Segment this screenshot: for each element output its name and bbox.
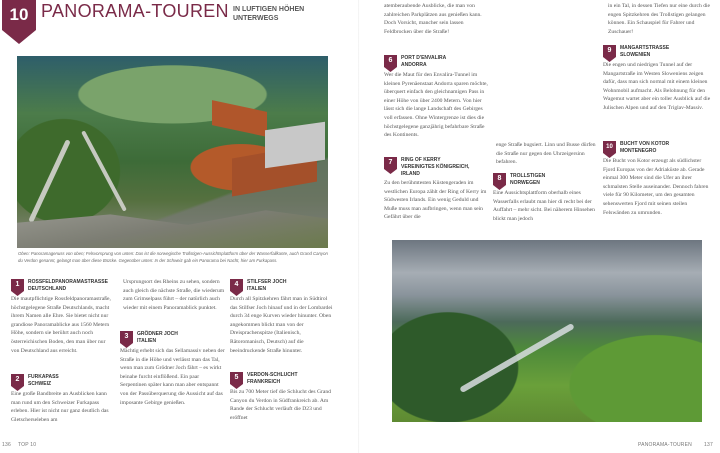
entry-heading (401, 55, 488, 71)
chapter-badge (2, 0, 36, 44)
entry-3 (120, 331, 226, 407)
entry-number: 6 (388, 57, 393, 64)
entry-country: ITALIEN (137, 338, 157, 344)
page-number-left: 136 (2, 442, 11, 448)
entry-country: NORWEGEN (510, 180, 540, 186)
entry-number: 4 (234, 281, 239, 288)
chapter-title: PANORAMA-TOUREN (41, 1, 229, 21)
continuation-text: Ursprungsort des Rheins zu sehen, sondern auch gleich die nächste Straße, die wiederum zum Grimselpass führt – der natürlich auch wieder mit einem Panoramablick punktet. (123, 279, 225, 311)
subtitle-line-1: IN LUFTIGEN HÖHEN (233, 6, 305, 13)
photo-river-detail (459, 323, 575, 393)
entry-name: FURKAPASS (28, 374, 59, 380)
photo-road-detail (81, 130, 127, 211)
entry-heading (510, 173, 599, 189)
entry-country: VEREINIGTES KÖNIGREICH, IRLAND (401, 164, 470, 177)
entry-6 (384, 55, 488, 140)
entry-name: RING OF KERRY (401, 157, 441, 163)
entry-country: DEUTSCHLAND (28, 286, 67, 292)
photo-alpine-valley (392, 240, 702, 422)
entry-text: Die Bucht von Kotor erzeugt als südlichster Fjord Europas von der Adriaküste ab. Gerade einmal 300 Meter sind die Ufer an ihrer schmalsten Stelle auseinander. Dennoch fahren viele für 90 Kilometer, um den gesamten sehenswerten Fjord mit seinen steilen Felswänden zu umrunden. (603, 158, 709, 216)
entry-number: 7 (388, 159, 393, 166)
entry-text: Eine Aussichtsplattform oberhalb eines Wasserfalls erlaubt man hier di recht bei der Auffahrt – mehr sicht. Bei näherem Hinsehen blickt man jedoch (493, 190, 595, 222)
entry-text: Eine große Bandbreite an Ausblicken kann man rund um den Schweizer Furkapass erleben. Hier ist nicht nur ganz deutlich das Gletscherseleben am (11, 391, 109, 423)
entry-country: FRANKREICH (247, 379, 281, 385)
entry-badge (230, 372, 243, 389)
entry-text: Bis zu 700 Meter tief die Schlucht des Grand Canyon du Verdon in Südfrankreich ab. Am Rande der Schlucht verläuft die D23 und eröffnet (230, 389, 331, 421)
entry-text: Die engen und niedrigen Tunnel auf der Mangartstraße im Westen Sloweniens zeigen dafür, dass man sich normal mit einem kleinen Wohnmobil aufmacht. Als Belohnung für den Wagemut wartet aber ein toller Ausblick auf die Julischen Alpen und auf den Triglav-Massiv. (603, 62, 711, 111)
entry-badge (493, 173, 506, 190)
entry-badge (603, 141, 616, 158)
photo-caption (18, 251, 330, 264)
entry-name: VERDON-SCHLUCHT (247, 372, 298, 378)
entry-number: 1 (15, 281, 20, 288)
continuation-text: in ein Tal, in dessen Tiefen nur eine durch die engen Spitzkehren des Trollstigen gelangen können. Ein Schauspiel für Fahrer und Zuschauer! (608, 3, 711, 35)
entry-text: Wer die Maut für den Envalira-Tunnel im kleinen Pyrenäenstaat Andorra sparen möchte, überquert einfach den gleichnamigen Pass in einer Höhe von über 2400 Metern. Von hier lässt sich die lange Landschaft des Gebirges voll erfassen. Ohne Wintergrenze ist dies die höchstgelegene ganzjährig befahrbare Straße des Kontinents. (384, 72, 488, 139)
entry-country: SLOWENIEN (620, 52, 651, 58)
caption-line-2: du Verdon genannt, gelangt man über diese Brücke. Gegenüber unten: In der Schweiz gab ein Panorama bei Nacht, hier am Furkapass. (18, 257, 278, 263)
entry-name: TROLLSTIGEN (510, 173, 546, 179)
entry-10 (603, 141, 711, 217)
caption-line-1: Oben: Panoramagenuss von oben; Felsvorsprung von unten: Das ist die norwegische Trollstigen-Aussichtsplattform über der Wasserfallkante, auch Grand Canyon (18, 251, 328, 256)
entry-badge (384, 55, 397, 72)
entry-country: MONTENEGRO (620, 148, 657, 154)
entry-text: Durch all Spitzkehren fährt man in Südtirol das Stilfser Joch hinauf und in der Lombardei durch 34 enge Kurven wieder hinunter. Oben angekommen blickt man von der Dreisprachenspitze (Italienisch, Rätoromanisch, Deutsch) auf die beeindruckende Straße hinunter. (230, 296, 333, 354)
entry-name: GRÖDNER JOCH (137, 331, 178, 337)
entry-heading (620, 45, 711, 61)
entry-4 (230, 279, 336, 355)
subtitle-line-2: UNTERWEGS (233, 15, 279, 22)
entry-badge (120, 331, 133, 348)
entry-heading (137, 331, 226, 347)
entry-2 (11, 374, 115, 424)
entry-heading (247, 372, 336, 388)
entry-name: MANGARTSTRASSE (620, 45, 670, 51)
entry-name: BUCHT VON KOTOR (620, 141, 670, 147)
entry-badge (11, 374, 24, 391)
entry-country: SCHWEIZ (28, 381, 52, 387)
entry-7 (384, 157, 488, 222)
entry-badge (603, 45, 616, 62)
entry-heading (620, 141, 711, 157)
page-number-right: 137 (704, 442, 713, 448)
entry-5 (230, 372, 336, 422)
entry-heading (28, 374, 115, 390)
entry-9 (603, 45, 711, 113)
entry-1 (11, 279, 115, 355)
chapter-number: 10 (9, 5, 29, 24)
photo-road-detail (28, 139, 71, 223)
entry-number: 9 (607, 47, 612, 54)
entry-name: STILFSER JOCH (247, 279, 287, 285)
entry-text: Mächtig erhebt sich das Sellamassiv neben der Straße in die Höhe und verlässt man das Tal, wenn man zum Grödner Joch fährt – es wirkt beinahe furcht einflößend. Ein paar Serpentinen später kann man aber entspannt von der Passüberquerung die Aussicht auf das imposante Gebirge genießen. (120, 348, 225, 406)
chapter-subtitle (233, 5, 323, 23)
entry-name: ROSSFELDPANORAMASTRASSE (28, 279, 108, 285)
section-label-left: TOP 10 (18, 442, 37, 448)
entry-badge (230, 279, 243, 296)
entry-heading (401, 157, 488, 179)
entry-text: Zu den berühmtesten Küstengeraden im westlichen Europa zählt der Ring of Kerry im Südwesten Irlands. Ein wenig Geduld und Muße muss man aufbringen, wenn man sein Gefährt über die (384, 180, 487, 221)
entry-number: 5 (234, 374, 239, 381)
section-label-right: PANORAMA-TOUREN (638, 442, 692, 448)
entry-name: PORT D'ENVALIRA (401, 55, 447, 61)
entry-heading (28, 279, 115, 295)
entry-number: 2 (15, 376, 20, 383)
photo-trollstigen-platform (17, 56, 328, 248)
entry-number: 10 (606, 144, 613, 150)
entry-8 (493, 173, 599, 223)
photo-platform-detail (212, 100, 267, 137)
continuation-text: enge Straße bugsiert. Linn und Busse dürfen die Straße nur gegen den Uhrzeigersinn befahren. (496, 142, 596, 166)
right-page (360, 0, 720, 453)
entry-badge (384, 157, 397, 174)
entry-text: Die mautpflichtige Rossfeldpanoramastraße, höchstgelegene Straße Deutschlands, macht ihrem Namen alle Ehre. Sie bietet nicht nur grandiose Panoramablicke aus 1560 Metern Höhe, sondern sie berührt auch noch österreichischen Boden, den man über nur von Deutschland aus erreicht. (11, 296, 111, 354)
entry-number: 8 (497, 175, 502, 182)
entry-number: 3 (124, 333, 129, 340)
entry-country: ITALIEN (247, 286, 267, 292)
photo-rock-detail (17, 206, 328, 248)
entry-badge (11, 279, 24, 296)
entry-country: ANDORRA (401, 62, 427, 68)
continuation-text: atemberaubende Ausblicke, die man von zahlreichen Parkplätzen aus genießen kann. Doch Vorsicht, mancher sein lassen Feldbrocken über die Straße! (384, 3, 482, 35)
entry-heading (247, 279, 336, 295)
